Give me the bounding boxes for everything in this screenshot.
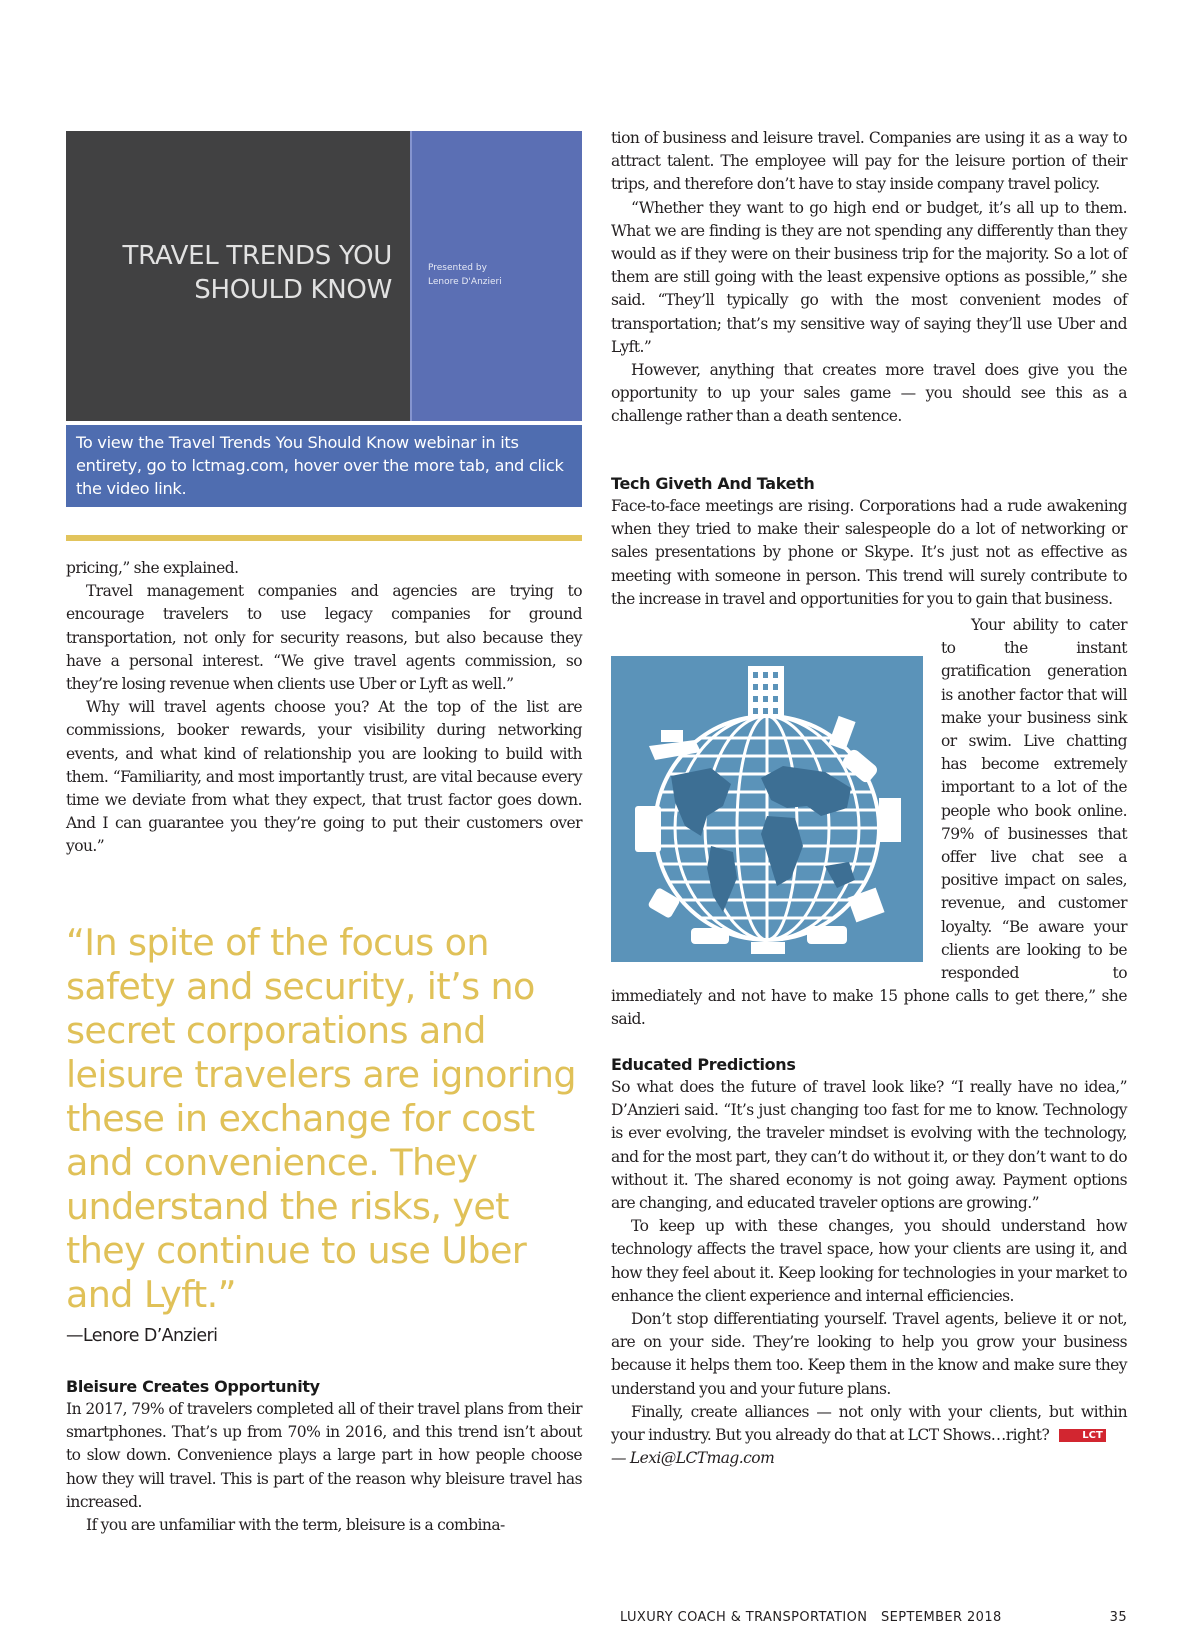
webinar-slide-image	[66, 131, 582, 421]
quote-attribution: —Lenore D’Anzieri	[66, 1326, 218, 1346]
slide-blue-panel	[410, 131, 582, 421]
paragraph: Face-to-face meetings are rising. Corporations had a rude awakening when they tried to make their salespeople do a lot of networking or sales presentations by phone or Skype. It’s just not as effective as meeting with someone in person. This trend will surely contribute to the increase in travel and opportunities for you to gain that business.	[611, 497, 1127, 608]
float-spacer	[611, 637, 941, 985]
predictions-section	[611, 1053, 1127, 1470]
paragraph: To keep up with these changes, you should understand how technology affects the travel space, how your clients are using it, and how they feel about it. Keep looking for technologies in your market to enhance the client experience and internal efficiencies.	[611, 1217, 1127, 1305]
paragraph: Don’t stop differentiating yourself. Travel agents, believe it or not, are on your side. They’re looking to help you grow your business because it helps them too. Keep them in the know and make sure they understand you and your future plans.	[611, 1310, 1127, 1398]
slide-presented-by: Presented by Lenore D'Anzieri	[428, 263, 502, 287]
section-heading: Educated Predictions	[611, 1055, 796, 1074]
pull-quote: “In spite of the focus on safety and security, it’s no secret corporations and leisure travelers are ignoring these in exchange for cost and convenience. They understand the risks, yet they continue to use Uber and Lyft.”	[66, 921, 576, 1316]
left-column-text	[66, 557, 582, 859]
lct-logo: LCT	[1059, 1429, 1106, 1442]
right-column-intro	[611, 127, 1127, 429]
page-footer	[620, 1610, 1127, 1625]
slide-title: TRAVEL TRENDS YOU SHOULD KNOW	[122, 241, 392, 305]
section-heading: Bleisure Creates Opportunity	[66, 1377, 320, 1396]
paragraph: Your ability to cater to the instant gratification generation is another factor that will make your business sink or swim. Live chatting has become extremely important to a lot of the people who book online. 79% of businesses that offer live chat see a positive impact on sales, revenue, and customer loyalty. “Be aware your clients are looking to be responded to immediately and not have to make 15 phone calls to get there,” she said.	[611, 616, 1127, 1029]
gold-divider	[66, 535, 582, 541]
paragraph: “Whether they want to go high end or budget, it’s all up to them. What we are finding is they are not spending any differently than they would as if they were on their business trip for the majority. So a lot of them are still going with the least expensive options as possible,” she said. “They’ll typically go with the most convenient modes of transportation; that’s my sensitive way of saying they’ll use Uber and Lyft.”	[611, 198, 1127, 356]
webinar-caption: To view the Travel Trends You Should Know webinar in its entirety, go to lctmag.com, hover over the more tab, and click the video link.	[66, 425, 582, 507]
paragraph: Travel management companies and agencies are trying to encourage travelers to use legacy companies for ground transportation, not only for security reasons, but also because they have a personal interest. “We give travel agents commission, so they’re losing revenue when clients use Uber or Lyft as well.”	[66, 582, 582, 694]
paragraph: However, anything that creates more travel does give you the opportunity to up your sales game — you should see this as a challenge rather than a death sentence.	[611, 361, 1127, 426]
page-number: 35	[1109, 1610, 1127, 1625]
paragraph-closing: Finally, create alliances — not only with your clients, but within your industry. But you already do that at LCT Shows…right? LCT	[611, 1402, 1127, 1445]
footer-publication: LUXURY COACH & TRANSPORTATION SEPTEMBER 2018	[620, 1610, 1002, 1625]
section-heading: Tech Giveth And Taketh	[611, 474, 815, 493]
author-signature: — Lexi@LCTmag.com	[611, 1449, 775, 1468]
paragraph: Why will travel agents choose you? At the top of the list are commissions, booker rewards, your visibility during networking events, and what kind of relationship you are looking to build with them. “Familiarity, and most importantly trust, are vital because every time we deviate from what they expect, that trust factor goes down. And I can guarantee you they’re going to put their customers over you.”	[66, 698, 582, 856]
paragraph: If you are unfamiliar with the term, bleisure is a combina-	[86, 1516, 505, 1535]
paragraph: tion of business and leisure travel. Companies are using it as a way to attract talent. The employee will pay for the leisure portion of their trips, and therefore don’t have to stay inside company travel policy.	[611, 129, 1127, 194]
paragraph: So what does the future of travel look like? “I really have no idea,” D’Anzieri said. “It’s just changing too fast for me to know. Technology is ever evolving, the traveler mindset is evolving with the technology, and for the most part, they can’t do without it, or they don’t want to do without it. The shared economy is not going away. Payment options are changing, and educated traveler options are growing.”	[611, 1078, 1127, 1213]
paragraph: In 2017, 79% of travelers completed all of their travel plans from their smartphones. That’s up from 70% in 2016, and this trend isn’t about to slow down. Convenience plays a large part in how people choose how they will travel. This is part of the reason why bleisure travel has increased.	[66, 1400, 582, 1511]
wrap-paragraph-flow	[611, 614, 1127, 1032]
bleisure-section	[66, 1375, 582, 1537]
paragraph: pricing,” she explained.	[66, 559, 239, 577]
tech-section	[611, 472, 1127, 611]
